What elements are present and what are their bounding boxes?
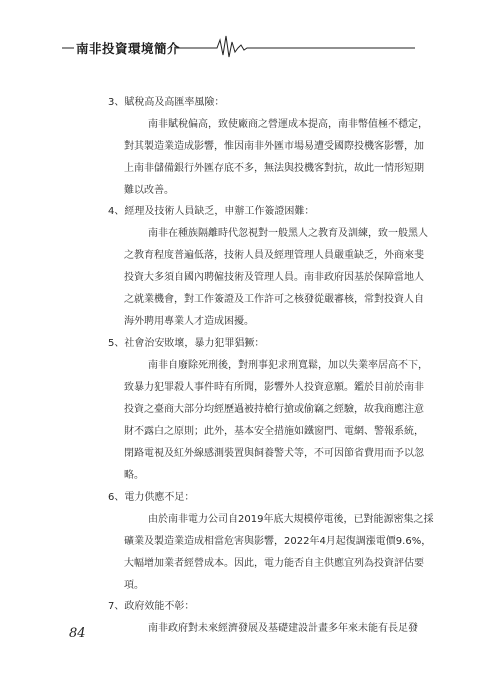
- paragraph-line: 之就業機會，對工作簽證及工作許可之核發從嚴審核，常對投資人自: [124, 294, 424, 305]
- paragraph-line: 南非賦稅偏高，致使廠商之營運成本提高，南非幣值極不穩定，: [148, 119, 428, 130]
- section-heading: 5、社會治安敗壞，暴力犯罪猖獗：: [108, 338, 265, 349]
- paragraph-line: 之教育程度普遍低落，技術人員及經理管理人員嚴重缺乏，外商來斐: [124, 250, 424, 261]
- paragraph-line: 大幅增加業者經營成本。因此，電力能否自主供應宜列為投資評估要: [124, 558, 424, 569]
- paragraph-line: 南非自廢除死刑後，對刑事犯求刑寬鬆，加以失業率居高不下，: [148, 360, 428, 371]
- section-heading: 6、電力供應不足：: [108, 492, 195, 503]
- page-header: [0, 0, 480, 60]
- paragraph-line: 難以改善。: [124, 185, 174, 196]
- section-heading: 3、賦稅高及高匯率風險：: [108, 97, 225, 108]
- paragraph-line: 投資之臺商大部分均經歷過被持槍行搶或偷竊之經驗，故我商應注意: [124, 404, 424, 415]
- section-heading: 7、政府效能不彰：: [108, 601, 195, 612]
- section-heading: 4、經理及技術人員缺乏，申辦工作簽證困難：: [108, 206, 315, 217]
- page-number: 84: [69, 626, 86, 641]
- paragraph-line: 閉路電視及紅外線感測裝置與飼養警犬等，不可因節省費用而予以忽: [124, 448, 424, 459]
- header-title: 南非投資環境簡介: [76, 41, 181, 56]
- paragraph-line: 致暴力犯罪殺人事件時有所聞，影響外人投資意願。鑑於目前於南非: [124, 382, 424, 393]
- paragraph-line: 礦業及製造業造成相當危害與影響，2022年4月起復調漲電價9.6%，: [124, 536, 432, 547]
- paragraph-line: 略。: [124, 470, 144, 481]
- paragraph-line: 項。: [124, 580, 144, 591]
- paragraph-line: 海外聘用專業人才造成困擾。: [124, 316, 254, 327]
- paragraph-line: 南非政府對未來經濟發展及基礎建設計畫多年來未能有長足發: [148, 623, 418, 634]
- header-decoration: [0, 0, 480, 60]
- paragraph-line: 對其製造業造成影響，惟因南非外匯市場易遭受國際投機客影響，加: [124, 141, 424, 152]
- paragraph-line: 由於南非電力公司自2019年底大規模停電後，已對能源密集之採: [148, 514, 434, 525]
- paragraph-line: 南非在種族隔離時代忽視對一般黑人之教育及訓練，致一般黑人: [148, 228, 428, 239]
- paragraph-line: 財不露白之原則；此外，基本安全措施如鐵窗門、電網、警報系統，: [124, 426, 424, 437]
- heartbeat-line-icon: [212, 36, 256, 57]
- paragraph-line: 投資大多須自國內聘僱技術及管理人員。南非政府因基於保障當地人: [124, 272, 424, 283]
- paragraph-line: 上南非儲備銀行外匯存底不多，無法與投機客對抗，故此一情形短期: [124, 163, 424, 174]
